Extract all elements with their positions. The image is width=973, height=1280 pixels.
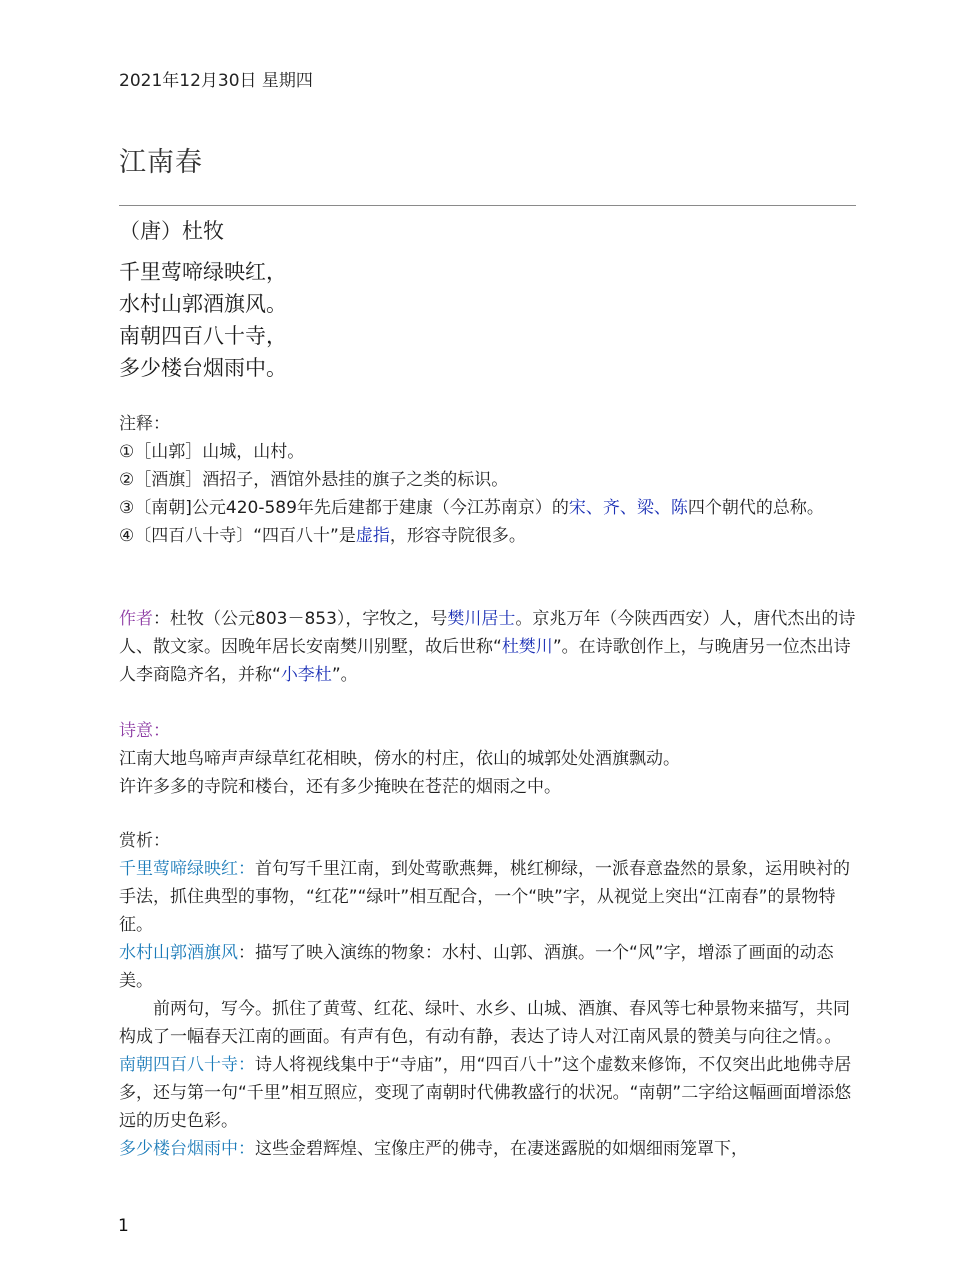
link-qi[interactable]: 齐 [602,498,620,518]
meaning-heading: 诗意： [119,721,170,741]
title-divider [119,205,856,206]
note-text: 四个朝代的总称。 [687,498,824,518]
note-item: ①［山郭］山城，山村。 [119,442,305,462]
appreciation-section [119,827,859,1163]
line-label: 南朝四百八十寺： [119,1055,255,1075]
paragraph-text: 诗人将视线集中于“寺庙”，用“四百八十”这个虚数来修饰，不仅突出此地佛寺居多，还与第一句“千里”相互照应，变现了南朝时代佛教盛行的状况。“南朝”二字给这幅画面增添悠远的历史色彩。 [119,1055,852,1131]
notes-section [119,410,859,550]
date-header: 2021年12月30日 星期四 [119,71,313,91]
link-fanchuan-jushi[interactable]: 樊川居士 [447,609,516,629]
author-text: ”。 [331,665,358,685]
note-item [119,494,859,522]
author-section [119,605,859,689]
note-item [119,522,859,550]
appreciation-paragraph [119,855,859,939]
link-xuzhi[interactable]: 虚指 [355,526,390,546]
line-label: 千里莺啼绿映红： [119,859,255,879]
separator: 、 [619,498,637,518]
poem-body [119,256,287,384]
poem-line: 千里莺啼绿映红， [119,260,287,284]
link-xiao-li-du[interactable]: 小李杜 [280,665,332,685]
link-song[interactable]: 宋 [568,498,586,518]
author-text: 。京兆万年（今陕西西安）人，唐代杰出的诗人、散文家。因晚年居长安南樊川别墅，故后世称“ [119,609,856,657]
meaning-section [119,717,859,801]
poem-line: 多少楼台烟雨中。 [119,356,287,380]
page-title: 江南春 [119,147,203,178]
appreciation-paragraph [119,939,859,995]
author-colon: ： [153,609,170,629]
note-text: ④〔四百八十寺〕“四百八十”是 [119,526,356,546]
note-text: ，形容寺院很多。 [389,526,526,546]
separator: 、 [653,498,671,518]
poem-line: 水村山郭酒旗风。 [119,292,287,316]
link-du-fanchuan[interactable]: 杜樊川 [501,637,553,657]
poem-line: 南朝四百八十寺， [119,324,287,348]
paragraph-text: ：描写了映入演练的物象：水村、山郭、酒旗。一个“风”字，增添了画面的动态美。 [119,943,834,991]
link-chen[interactable]: 陈 [670,498,688,518]
paragraph-text: 这些金碧辉煌、宝像庄严的佛寺，在凄迷露脱的如烟细雨笼罩下， [255,1139,748,1159]
appreciation-paragraph [119,1135,859,1163]
poem-author-line: （唐）杜牧 [119,219,224,243]
appreciation-paragraph: 前两句，写今。抓住了黄莺、红花、绿叶、水乡、山城、酒旗、春风等七种景物来描写，共同构成了一幅春天江南的画面。有声有色，有动有静，表达了诗人对江南风景的赞美与向往之情。。 [119,999,850,1047]
appreciation-heading: 赏析： [119,831,170,851]
line-label: 水村山郭酒旗风 [119,943,238,963]
appreciation-paragraph [119,1051,859,1135]
link-liang[interactable]: 梁 [636,498,654,518]
note-item: ②［酒旗］酒招子，酒馆外悬挂的旗子之类的标识。 [119,470,509,490]
author-text: ”。在诗歌创作上，与晚唐另一位杰出诗人李商隐齐名，并称“ [119,637,851,685]
author-text: 杜牧（公元803－853），字牧之，号 [170,609,448,629]
paragraph-text: 首句写千里江南，到处莺歌燕舞，桃红柳绿，一派春意盎然的景象，运用映衬的手法，抓住典型的事物，“红花”“绿叶”相互配合，一个“映”字，从视觉上突出“江南春”的景物特征。 [119,859,850,935]
meaning-line: 许许多多的寺院和楼台，还有多少掩映在苍茫的烟雨之中。 [119,777,561,797]
separator: 、 [585,498,603,518]
page-number: 1 [118,1216,129,1236]
meaning-line: 江南大地鸟啼声声绿草红花相映，傍水的村庄，依山的城郭处处酒旗飘动。 [119,749,680,769]
note-text: ③〔南朝]公元420-589年先后建都于建康（今江苏南京）的 [119,498,569,518]
author-label: 作者 [119,609,153,629]
notes-heading: 注释： [119,414,170,434]
line-label: 多少楼台烟雨中： [119,1139,255,1159]
